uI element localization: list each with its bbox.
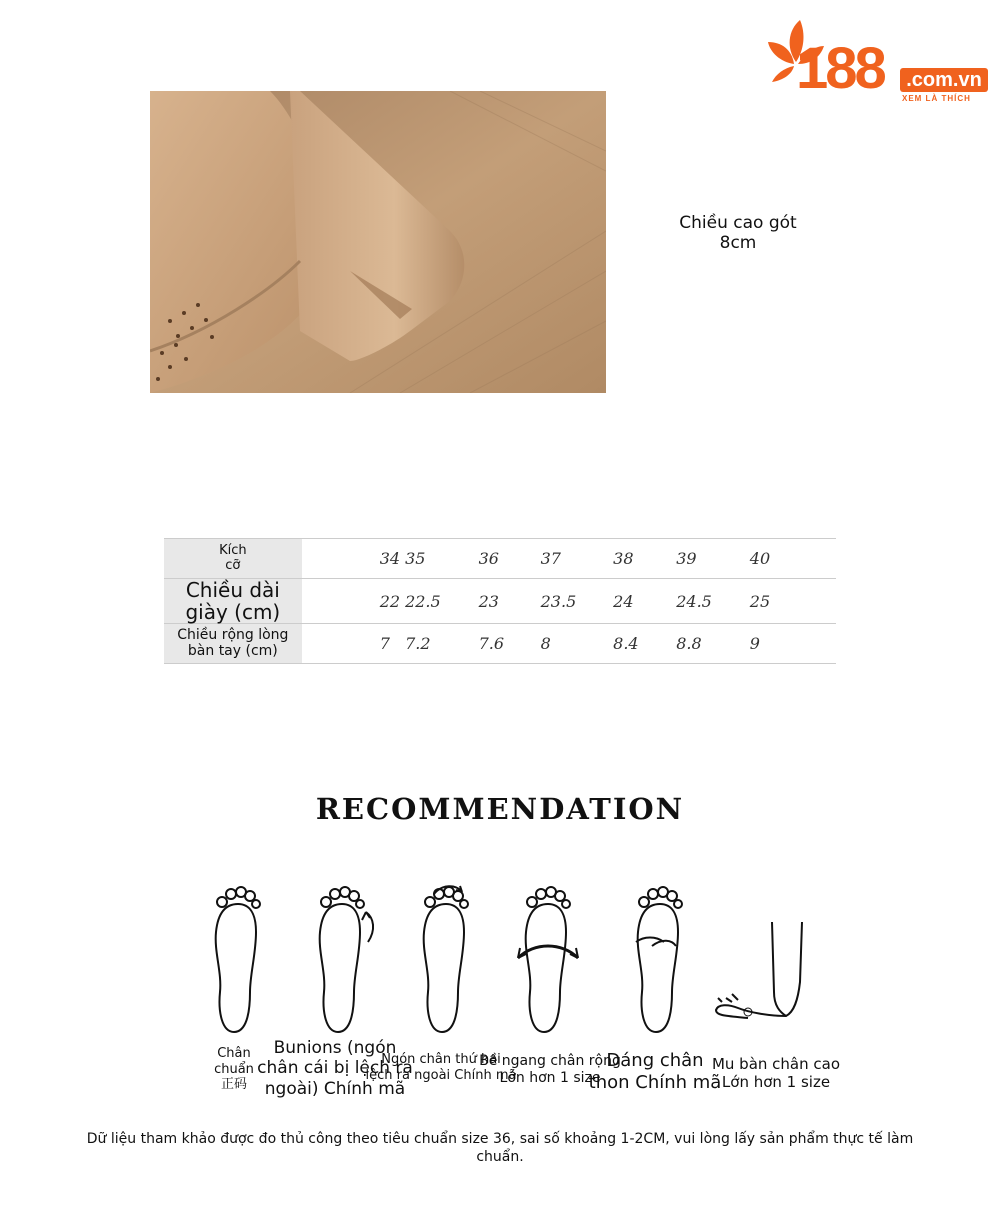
brand-slogan: XEM LÀ THÍCH — [902, 94, 971, 103]
size-cell: 8.4 — [613, 634, 639, 653]
foot-type-label: Ngón chân thứ hai lệch ra ngoài Chính mã — [365, 1052, 517, 1083]
size-cell: 22 — [379, 591, 401, 611]
second-toe-foot-icon — [412, 882, 482, 1046]
size-cell: 8.8 — [676, 634, 702, 653]
size-cell: 38 — [613, 549, 634, 568]
size-cell: 39 — [676, 549, 697, 568]
brand-logo[interactable] — [766, 18, 992, 104]
brand-number: 188 — [796, 36, 884, 101]
size-cell: 24 — [613, 591, 634, 611]
foot-type-label: Mu bàn chân cao Lớn hơn 1 size — [711, 1055, 841, 1091]
size-row-label: Kích cỡ — [164, 539, 302, 579]
size-cell: 35 — [405, 549, 426, 568]
size-cell: 22.5 — [405, 591, 441, 611]
standard-foot-icon — [204, 882, 274, 1046]
size-cell: 24.5 — [676, 591, 712, 611]
foot-type-label: Bề ngang chân rộng Lớn hơn 1 size — [479, 1053, 621, 1086]
recommendation-title: RECOMMENDATION — [315, 792, 685, 826]
size-cell: 34 — [379, 549, 401, 568]
brand-domain: .com.vn — [900, 68, 988, 92]
foot-type-label: Dáng chân thon Chính mã — [588, 1050, 722, 1093]
size-cell: 7 — [379, 634, 390, 653]
heel-height-label: Chiều cao gót 8cm — [679, 213, 797, 253]
size-row — [164, 539, 836, 579]
bunion-foot-icon — [308, 882, 378, 1046]
size-cell: 25 — [749, 591, 771, 611]
size-row — [164, 579, 836, 624]
size-row-label: Chiều rộng lòng bàn tay (cm) — [164, 624, 302, 664]
size-cell: 9 — [749, 634, 760, 653]
measurement-footnote: Dữ liệu tham khảo được đo thủ công theo tiêu chuẩn size 36, sai số khoảng 1-2CM, vui lòng lấy sản phẩm thực tế làm chuẩn. — [86, 1131, 914, 1165]
size-cell: 23.5 — [540, 591, 577, 611]
high-instep-foot-icon — [708, 882, 818, 1046]
size-cell: 37 — [540, 549, 561, 568]
size-row — [164, 624, 836, 664]
size-cell: 8 — [540, 634, 551, 653]
size-cell: 23 — [478, 591, 499, 611]
size-cell: 40 — [749, 549, 771, 568]
size-cell: 36 — [478, 549, 499, 568]
size-row-label: Chiều dài giày (cm) — [164, 579, 302, 624]
foot-type-illustrations — [182, 882, 832, 1042]
product-photo — [150, 91, 606, 393]
size-cell: 7.2 — [405, 634, 431, 653]
foot-type-label: Chân chuẩn 正码 — [214, 1046, 254, 1093]
size-chart-table — [164, 538, 836, 664]
wide-foot-icon — [514, 882, 584, 1046]
slim-foot-icon — [626, 882, 696, 1046]
foot-type-label: Bunions (ngón chân cái bị lệch ra ngoài) Chính mã — [257, 1038, 413, 1099]
size-cell: 7.6 — [478, 634, 505, 653]
